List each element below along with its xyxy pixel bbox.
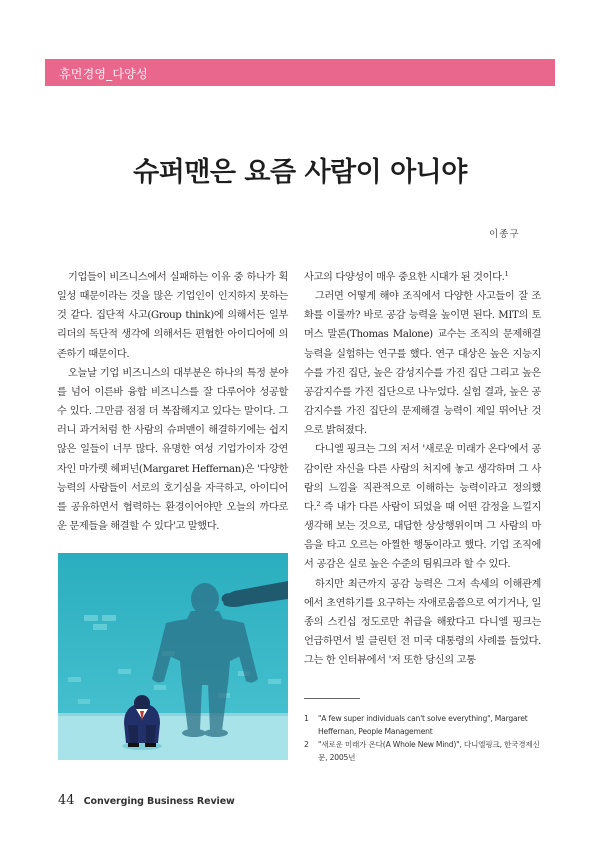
- journal-name: Converging Business Review: [83, 796, 235, 807]
- body-text: 다니엘 핑크는 그의 저서 '새로운 미래가 온다'에서 공감이란 자신을 다른 사람의 처지에 놓고 생각하며 그 사람의 느낌을 직관적으로 이해하는 능력이라고 정의했다.: [304, 444, 541, 513]
- body-text: 즉 내가 다른 사람이 되었을 때 어떤 감정을 느낄지 생각해 보는 것으로, 대답한 상상행위이며 그 사람의 마음을 타고 오르는 아찔한 행동이라고 했다. 기업 조직에서 공감은 실로 높은 수준의 팀워크라 할 수 있다.: [304, 501, 541, 571]
- section-label: 휴먼경영_다양성: [59, 67, 148, 81]
- left-column: [57, 268, 288, 536]
- footnote-marker: 1: [504, 270, 509, 278]
- body-paragraph: 기업들이 비즈니스에서 실패하는 이유 중 하나가 획일성 때문이라는 것을 많은 기업인이 인지하지 못하는 것 같다. 집단적 사고(Group think)에 의해서든 일부 리더의 독단적 생각에 의해서든 편협한 아이디어에 의존하기 때문이다.: [57, 272, 288, 360]
- page-number: 44: [58, 793, 75, 808]
- footnote-item: [304, 739, 542, 764]
- footnote-item: [304, 713, 542, 738]
- superman-shadow-illustration: [58, 553, 288, 760]
- body-paragraph: 오늘날 기업 비즈니스의 대부분은 하나의 특정 분야를 넘어 이른바 융합 비즈니스를 잘 다루어야 성공할 수 있다. 그만큼 점점 더 복잡해지고 있다는 말이다. 그러니 과거처럼 한 사람의 슈퍼맨이 해결하기에는 쉽지 않은 일들이 너무 많다. 유명한 여성 기업가이자 강연자인 마가렛 헤퍼넌(Margaret Heffernan)은 '다양한 능력의 사람들이 서로의 호기심을 자극하고, 아이디어를 공유하면서 협력하는 환경이어야만 오늘의 까다로운 문제들을 해결할 수 있다'고 말했다.: [57, 367, 288, 533]
- body-paragraph: 하지만 최근까지 공감 능력은 그저 속세의 이해관계에서 초연하기를 요구하는 자애로움쯤으로 여기거나, 일종의 스킨십 정도로만 취급을 해왔다고 다니엘 핑크는 언급하면서 빌 클린턴 전 미국 대통령의 사례를 들었다. 그는 한 인터뷰에서 '저 또한 당신의 고통: [304, 578, 541, 667]
- body-paragraph: [304, 440, 541, 574]
- author-name: 이종구: [489, 229, 520, 240]
- footnote-marker: 2: [316, 499, 321, 508]
- page-footer: [58, 789, 235, 808]
- body-paragraph: [304, 268, 541, 287]
- section-band: [45, 59, 555, 86]
- article-title: 슈퍼맨은 요즘 사람이 아니야: [133, 157, 467, 188]
- footnotes: [304, 713, 542, 765]
- footnote-divider: [304, 698, 360, 699]
- footnote-number: 2: [304, 740, 309, 750]
- footnote-text: "A few super individuals can't solve everything", Margaret Heffernan, People Management: [318, 714, 528, 736]
- footnote-number: 1: [304, 714, 309, 723]
- footnote-text: "새로운 미래가 온다(A Whole New Mind)", 다니엘핑크, 한국경제신문, 2005년: [318, 740, 540, 762]
- right-column: [304, 268, 541, 670]
- body-paragraph: 그러면 어떻게 해야 조직에서 다양한 사고들이 잘 조화를 이룰까? 바로 공감 능력을 높이면 된다. MIT의 토머스 말론(Thomas Malone) 교수는 조직의 문제해결 능력을 실험하는 연구를 했다. 연구 대상은 높은 지능지수를 가진 집단, 높은 감성지수를 가진 집단 그리고 높은 공감지수를 가진 집단으로 나누었다. 실험 결과, 높은 공감지수를 가진 집단의 문제해결 능력이 제일 뛰어난 것으로 밝혀졌다.: [304, 291, 541, 437]
- body-sentence: 사고의 다양성이 매우 중요한 시대가 된 것이다.: [304, 272, 505, 283]
